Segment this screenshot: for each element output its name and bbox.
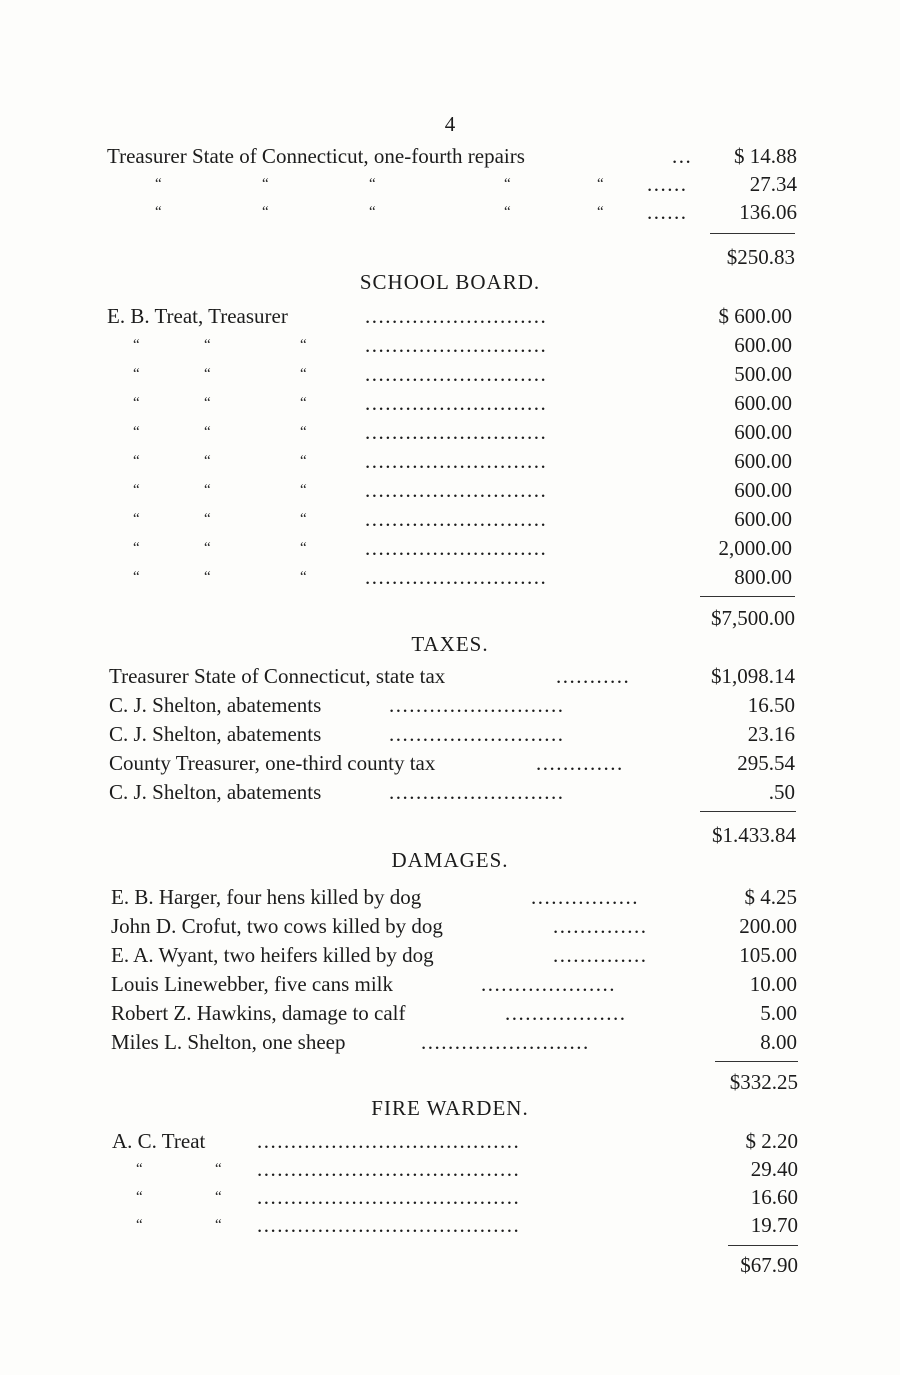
entry-label: C. J. Shelton, abatements: [109, 780, 322, 804]
leader-dots: ..........................: [389, 780, 565, 804]
section-heading-taxes: TAXES.: [411, 632, 489, 656]
ditto-mark: “: [262, 204, 269, 220]
entry-amount: $ 600.00: [718, 304, 792, 328]
entry-amount: $ 4.25: [744, 885, 797, 909]
ditto-mark: “: [204, 395, 211, 411]
section-heading-fire-warden: FIRE WARDEN.: [371, 1096, 529, 1120]
ditto-mark: “: [300, 569, 307, 585]
entry-label: John D. Crofut, two cows killed by dog: [111, 914, 443, 938]
ledger-row: [107, 142, 797, 171]
entry-label: Treasurer State of Connecticut, one-fourth repairs: [107, 144, 525, 168]
ditto-mark: “: [300, 453, 307, 469]
entry-amount: 105.00: [739, 943, 797, 967]
leader-dots: ..........................: [389, 722, 565, 746]
ledger-row: [112, 1183, 802, 1212]
ledger-row: [107, 476, 797, 505]
entry-amount: .50: [768, 780, 795, 804]
leader-dots: ...........................: [365, 391, 548, 415]
ledger-row: [107, 534, 797, 563]
ditto-mark: “: [369, 176, 376, 192]
ditto-mark: “: [133, 511, 140, 527]
leader-dots: ................: [531, 885, 639, 909]
ledger-row: [107, 563, 797, 592]
section-heading-damages: DAMAGES.: [391, 848, 509, 872]
ledger-row: [109, 749, 799, 778]
ditto-mark: “: [300, 511, 307, 527]
ledger-row: [111, 912, 801, 941]
ledger-row: [107, 389, 797, 418]
ledger-row: [112, 1127, 802, 1156]
sum-rule: [700, 596, 795, 597]
entry-amount: 2,000.00: [718, 536, 792, 560]
page-number: 4: [444, 112, 456, 136]
leader-dots: ...........................: [365, 507, 548, 531]
sum-rule: [728, 1245, 798, 1246]
entry-amount: 800.00: [734, 565, 792, 589]
ditto-mark: “: [155, 204, 162, 220]
section-heading-school-board: SCHOOL BOARD.: [359, 270, 541, 294]
entry-label: C. J. Shelton, abatements: [109, 693, 322, 717]
entry-amount: 200.00: [739, 914, 797, 938]
ledger-row: [111, 999, 801, 1028]
entry-amount: 19.70: [750, 1213, 798, 1237]
entry-amount: 5.00: [760, 1001, 797, 1025]
leader-dots: ...........................: [365, 420, 548, 444]
ditto-mark: “: [204, 453, 211, 469]
entry-amount: 29.40: [750, 1157, 798, 1181]
ditto-mark: “: [204, 569, 211, 585]
ditto-mark: “: [300, 395, 307, 411]
ledger-row: [111, 970, 801, 999]
ditto-mark: “: [204, 511, 211, 527]
entry-amount: $1,098.14: [711, 664, 795, 688]
ledger-row: [107, 170, 797, 199]
ledger-row: [111, 1028, 801, 1057]
ditto-mark: “: [597, 204, 604, 220]
ditto-mark: “: [136, 1161, 143, 1177]
leader-dots: ..........................: [389, 693, 565, 717]
leader-dots: ...........................: [365, 478, 548, 502]
ditto-mark: “: [597, 176, 604, 192]
section-total: $250.83: [726, 245, 795, 269]
entry-amount: 600.00: [734, 449, 792, 473]
entry-amount: $ 2.20: [745, 1129, 798, 1153]
ledger-row: [107, 505, 797, 534]
ditto-mark: “: [204, 540, 211, 556]
entry-amount: 600.00: [734, 507, 792, 531]
entry-amount: 295.54: [737, 751, 795, 775]
entry-label: E. B. Treat, Treasurer: [107, 304, 288, 328]
ditto-mark: “: [133, 337, 140, 353]
leader-dots: ......: [647, 200, 688, 224]
leader-dots: .............: [536, 751, 624, 775]
leader-dots: ...........................: [365, 362, 548, 386]
leader-dots: ...: [672, 144, 693, 168]
ditto-mark: “: [133, 395, 140, 411]
leader-dots: ...........................: [365, 304, 548, 328]
section-total: $332.25: [729, 1070, 798, 1094]
ditto-mark: “: [215, 1161, 222, 1177]
sum-rule: [700, 811, 796, 812]
entry-amount: 600.00: [734, 333, 792, 357]
section-total: $1.433.84: [712, 823, 796, 847]
ditto-mark: “: [204, 366, 211, 382]
ditto-mark: “: [136, 1189, 143, 1205]
ledger-row: [109, 720, 799, 749]
entry-amount: 16.50: [747, 693, 795, 717]
ditto-mark: “: [300, 366, 307, 382]
ledger-row: [112, 1211, 802, 1240]
entry-label: Miles L. Shelton, one sheep: [111, 1030, 346, 1054]
leader-dots: .........................: [421, 1030, 590, 1054]
ditto-mark: “: [215, 1217, 222, 1233]
entry-label: E. B. Harger, four hens killed by dog: [111, 885, 422, 909]
leader-dots: .......................................: [257, 1129, 521, 1153]
ditto-mark: “: [204, 337, 211, 353]
ditto-mark: “: [204, 482, 211, 498]
leader-dots: ..................: [505, 1001, 627, 1025]
entry-amount: 600.00: [734, 478, 792, 502]
ledger-row: [107, 418, 797, 447]
entry-label: Robert Z. Hawkins, damage to calf: [111, 1001, 406, 1025]
leader-dots: ...........................: [365, 536, 548, 560]
ledger-row: [109, 691, 799, 720]
ditto-mark: “: [215, 1189, 222, 1205]
sum-rule: [710, 233, 795, 234]
ditto-mark: “: [300, 337, 307, 353]
entry-label: A. C. Treat: [112, 1129, 206, 1153]
ditto-mark: “: [300, 424, 307, 440]
leader-dots: ...........................: [365, 449, 548, 473]
ledger-row: [111, 883, 801, 912]
entry-amount: 600.00: [734, 420, 792, 444]
ledger-row: [107, 302, 797, 331]
entry-amount: 500.00: [734, 362, 792, 386]
entry-amount: 136.06: [739, 200, 797, 224]
sum-rule: [715, 1061, 798, 1062]
ditto-mark: “: [300, 540, 307, 556]
ledger-row: [109, 778, 799, 807]
leader-dots: .......................................: [257, 1185, 521, 1209]
leader-dots: ..............: [553, 914, 648, 938]
leader-dots: ...........: [556, 664, 631, 688]
entry-label: E. A. Wyant, two heifers killed by dog: [111, 943, 434, 967]
leader-dots: ...........................: [365, 333, 548, 357]
ditto-mark: “: [504, 176, 511, 192]
ditto-mark: “: [133, 453, 140, 469]
leader-dots: ...........................: [365, 565, 548, 589]
section-total: $7,500.00: [711, 606, 795, 630]
ledger-row: [107, 331, 797, 360]
ditto-mark: “: [300, 482, 307, 498]
ledger-row: [111, 941, 801, 970]
leader-dots: .......................................: [257, 1213, 521, 1237]
ledger-row: [112, 1155, 802, 1184]
ledger-row: [107, 360, 797, 389]
entry-amount: 600.00: [734, 391, 792, 415]
leader-dots: ..............: [553, 943, 648, 967]
ledger-row: [107, 447, 797, 476]
entry-amount: $ 14.88: [734, 144, 797, 168]
ditto-mark: “: [204, 424, 211, 440]
leader-dots: ......: [647, 172, 688, 196]
entry-amount: 16.60: [750, 1185, 798, 1209]
ditto-mark: “: [133, 540, 140, 556]
ditto-mark: “: [262, 176, 269, 192]
entry-amount: 8.00: [760, 1030, 797, 1054]
ledger-row: [109, 662, 799, 691]
entry-amount: 27.34: [749, 172, 797, 196]
ditto-mark: “: [133, 482, 140, 498]
entry-label: C. J. Shelton, abatements: [109, 722, 322, 746]
leader-dots: .......................................: [257, 1157, 521, 1181]
ditto-mark: “: [133, 424, 140, 440]
ditto-mark: “: [133, 366, 140, 382]
ditto-mark: “: [369, 204, 376, 220]
leader-dots: ....................: [481, 972, 616, 996]
ditto-mark: “: [136, 1217, 143, 1233]
ditto-mark: “: [133, 569, 140, 585]
entry-amount: 23.16: [747, 722, 795, 746]
ditto-mark: “: [504, 204, 511, 220]
entry-amount: 10.00: [749, 972, 797, 996]
ledger-row: [107, 198, 797, 227]
section-total: $67.90: [740, 1253, 798, 1277]
ditto-mark: “: [155, 176, 162, 192]
entry-label: Louis Linewebber, five cans milk: [111, 972, 393, 996]
entry-label: County Treasurer, one-third county tax: [109, 751, 436, 775]
entry-label: Treasurer State of Connecticut, state tax: [109, 664, 446, 688]
